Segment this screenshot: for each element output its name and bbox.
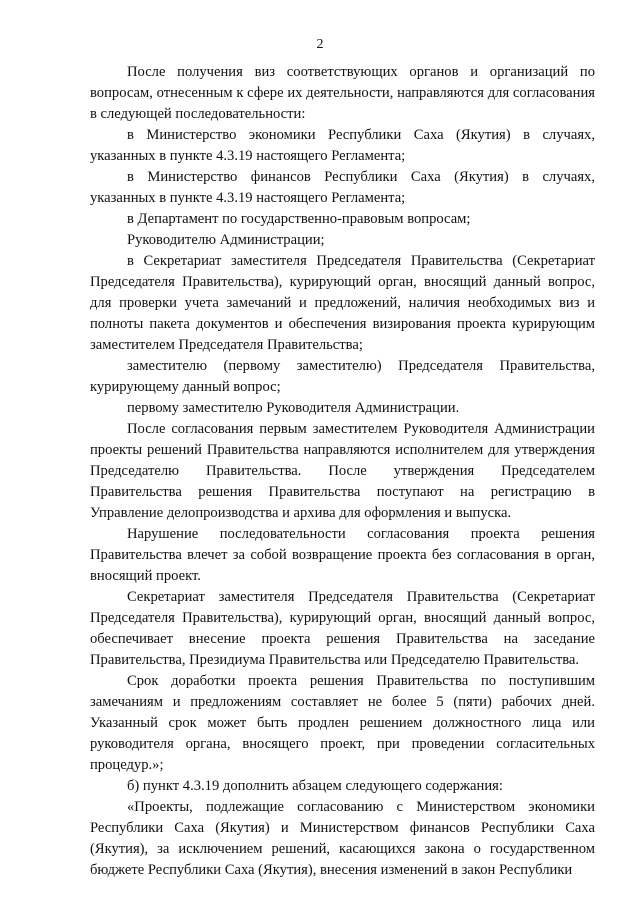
paragraph: в Министерство экономики Республики Саха (Якутия) в случаях, указанных в пункте 4.3.19 настоящего Регламента; [90, 127, 595, 164]
paragraph: первому заместителю Руководителя Администрации. [127, 400, 460, 416]
paragraph: После согласования первым заместителем Руководителя Администрации проекты решений Правительства направляются исполнителем для утверждения Председателю Правительства. После утверждения Председателем Правительства решения Правительства поступают на регистрацию в Управление делопроизводства и архива для оформления и выпуска. [90, 421, 595, 521]
paragraph: После получения виз соответствующих органов и организаций по вопросам, отнесенным к сфере их деятельности, направляются для согласования в следующей последовательности: [90, 64, 595, 122]
paragraph: в Министерство финансов Республики Саха (Якутия) в случаях, указанных в пункте 4.3.19 настоящего Регламента; [90, 169, 595, 206]
page-number: 2 [316, 37, 324, 52]
paragraph: Срок доработки проекта решения Правительства по поступившим замечаниям и предложениям составляет не более 5 (пяти) рабочих дней. Указанный срок может быть продлен решением должностного лица или руководителя органа, вносящего проект, при проведении согласительных процедур.»; [90, 673, 595, 773]
document-body [90, 62, 595, 881]
paragraph: в Департамент по государственно-правовым вопросам; [127, 211, 471, 227]
paragraph: «Проекты, подлежащие согласованию с Министерством экономики Республики Саха (Якутия) и Министерством финансов Республики Саха (Якутия), за исключением решений, касающихся закона о государственном бюджете Республики Саха (Якутия), внесения изменений в закон Республики [90, 799, 595, 878]
paragraph: Секретариат заместителя Председателя Правительства (Секретариат Председателя Правительства), курирующий орган, вносящий данный вопрос, обеспечивает внесение проекта решения Правительства на заседание Правительства, Президиума Правительства или Председателю Правительства. [90, 589, 595, 668]
paragraph: заместителю (первому заместителю) Председателя Правительства, курирующему данный вопрос; [90, 358, 595, 395]
paragraph: б) пункт 4.3.19 дополнить абзацем следующего содержания: [127, 778, 503, 794]
paragraph: в Секретариат заместителя Председателя Правительства (Секретариат Председателя Правительства), курирующий орган, вносящий данный вопрос, для проверки учета замечаний и предложений, наличия необходимых виз и полноты пакета документов и обеспечения визирования проекта курирующим заместителем Председателя Правительства; [90, 253, 595, 353]
paragraph: Руководителю Администрации; [127, 232, 325, 248]
paragraph: Нарушение последовательности согласования проекта решения Правительства влечет за собой возвращение проекта без согласования в орган, вносящий проект. [90, 526, 595, 584]
